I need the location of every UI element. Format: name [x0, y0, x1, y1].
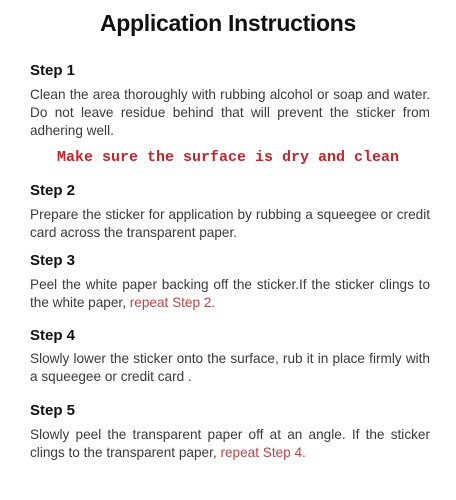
step-5-repeat-note: repeat Step 4. — [220, 445, 306, 460]
step-4-text — [30, 350, 430, 386]
step-3-body: Peel the white paper backing off the sticker.If the sticker clings to the white paper, — [30, 277, 430, 310]
step-2-body: Prepare the sticker for application by rubbing a squeegee or credit card across the transparent paper. — [30, 207, 430, 240]
step-1-heading: Step 1 — [30, 62, 76, 79]
step-2-text — [30, 206, 430, 242]
step-5-body: Slowly peel the transparent paper off at an angle. If the sticker clings to the transparent paper, — [30, 427, 430, 460]
step-2-heading: Step 2 — [30, 182, 76, 199]
step-4-body: Slowly lower the sticker onto the surface, rub it in place firmly with a squeegee or credit card . — [30, 351, 430, 384]
step-3-repeat-note: repeat Step 2. — [129, 295, 216, 310]
step-4-heading: Step 4 — [30, 327, 76, 344]
page-title: Application Instructions — [99, 10, 357, 36]
step-3-heading: Step 3 — [30, 252, 76, 269]
step-5-heading: Step 5 — [30, 402, 76, 419]
step-1-text — [30, 86, 430, 140]
step-1-body: Clean the area thoroughly with rubbing alcohol or soap and water. Do not leave residue behind that will prevent the sticker from adhering well. — [30, 87, 430, 138]
warning-text: Make sure the surface is dry and clean — [56, 149, 400, 166]
step-5-text — [30, 426, 430, 462]
step-3-text — [30, 276, 430, 312]
